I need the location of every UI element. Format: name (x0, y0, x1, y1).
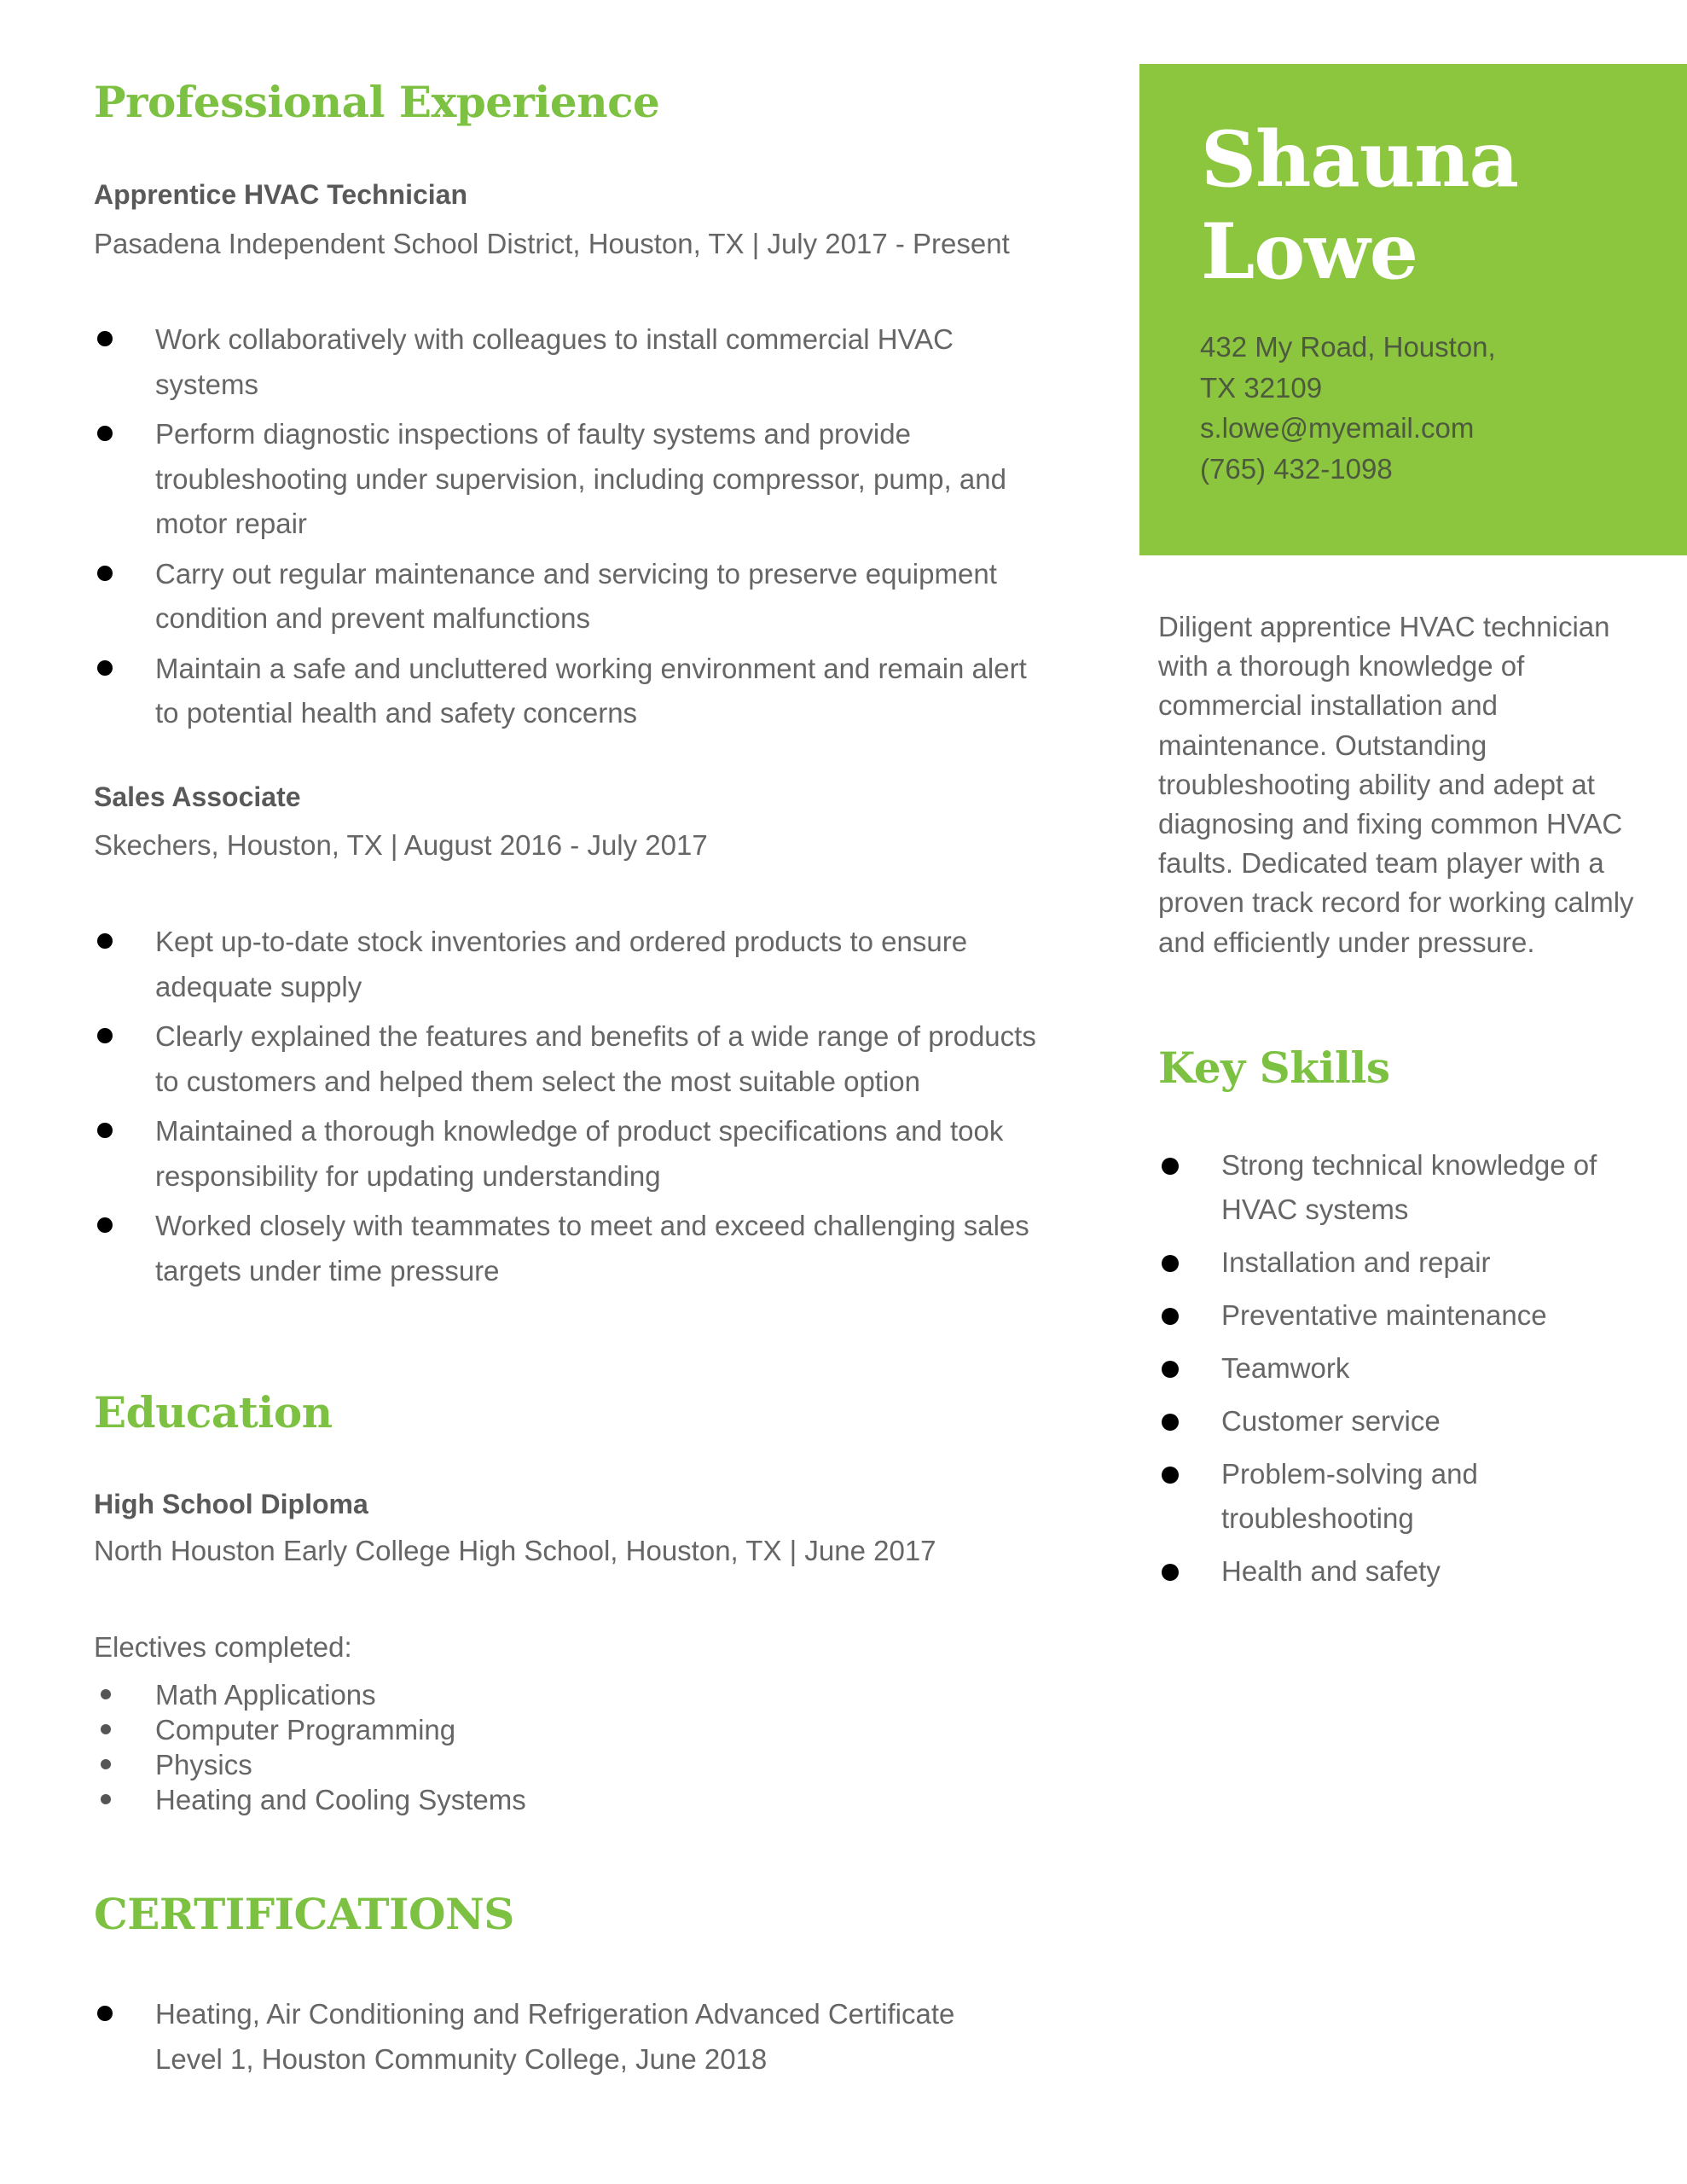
list-item (1158, 1399, 1602, 1443)
bullet-icon (1162, 1308, 1179, 1325)
bullet-icon (97, 1028, 113, 1043)
elective-text: Math Applications (155, 1679, 376, 1711)
list-item (94, 1747, 526, 1782)
list-item (1158, 1293, 1602, 1338)
bullet-icon (97, 2006, 113, 2021)
bullet-icon (101, 1794, 111, 1804)
header-panel (1139, 64, 1687, 555)
degree-title: High School Diploma (94, 1489, 368, 1519)
certification-text: Heating, Air Conditioning and Refrigeration Advanced Certificate Level 1, Houston Community College, June 2018 (155, 1998, 955, 2075)
bullet-text: Perform diagnostic inspections of faulty systems and provide troubleshooting under supervision, including compressor, pump, and motor repair (155, 418, 1006, 539)
section-heading-skills: Key Skills (1158, 1043, 1390, 1093)
phone[interactable]: (765) 432-1098 (1200, 452, 1393, 485)
list-item (94, 1677, 526, 1712)
list-item (94, 1992, 1015, 2082)
list-item (94, 920, 1049, 1009)
name-last: Lowe (1201, 206, 1418, 297)
bullet-icon (101, 1724, 111, 1734)
section-heading-certifications: CERTIFICATIONS (94, 1889, 514, 1939)
bullet-icon (101, 1759, 111, 1769)
list-item (94, 1782, 526, 1817)
bullet-text: Maintain a safe and uncluttered working environment and remain alert to potential health and safety concerns (155, 652, 1027, 729)
bullet-text: Work collaboratively with colleagues to install commercial HVAC systems (155, 323, 954, 400)
profile-summary: Diligent apprentice HVAC technician with a thorough knowledge of commercial installation and maintenance. Outstanding troubleshooting ability and adept at diagnosing and fixing common HVAC faults. Dedicated team player with a proven track record for working calmly and efficiently under pressure. (1158, 611, 1634, 958)
bullet-icon (97, 1217, 113, 1233)
bullet-icon (97, 933, 113, 949)
list-item (94, 1014, 1049, 1104)
skill-text: Health and safety (1221, 1555, 1441, 1587)
bullet-icon (97, 426, 113, 441)
bullet-icon (1162, 1158, 1179, 1175)
elective-text: Heating and Cooling Systems (155, 1784, 526, 1815)
skill-text: Preventative maintenance (1221, 1299, 1547, 1331)
section-heading-experience: Professional Experience (94, 77, 660, 127)
bullet-icon (97, 566, 113, 581)
list-item (94, 1109, 1049, 1199)
candidate-name (1201, 113, 1518, 298)
skill-text: Installation and repair (1221, 1246, 1491, 1278)
bullet-icon (1162, 1361, 1179, 1378)
bullet-icon (1162, 1255, 1179, 1272)
bullet-icon (97, 660, 113, 676)
list-item (1158, 1549, 1602, 1594)
school-meta: North Houston Early College High School, Houston, TX | June 2017 (94, 1535, 936, 1566)
address-line: TX 32109 (1200, 371, 1323, 404)
elective-text: Physics (155, 1749, 252, 1780)
certifications-list (94, 1992, 1015, 2082)
bullet-text: Carry out regular maintenance and servicing to preserve equipment condition and prevent malfunctions (155, 557, 997, 634)
job-bullets (94, 920, 1049, 1293)
bullet-text: Clearly explained the features and benefits of a wide range of products to customers and helped them select the most suitable option (155, 1020, 1036, 1097)
list-item (94, 1712, 526, 1747)
job-meta: Pasadena Independent School District, Houston, TX | July 2017 - Present (94, 228, 1010, 259)
list-item (1158, 1452, 1602, 1541)
bullet-text: Worked closely with teammates to meet and exceed challenging sales targets under time pressure (155, 1210, 1029, 1287)
electives-list (94, 1677, 526, 1817)
electives-label: Electives completed: (94, 1631, 352, 1663)
bullet-icon (1162, 1564, 1179, 1581)
bullet-icon (1162, 1467, 1179, 1484)
job-bullets (94, 317, 1041, 736)
skill-text: Customer service (1221, 1405, 1441, 1437)
list-item (94, 647, 1041, 736)
bullet-text: Kept up-to-date stock inventories and ordered products to ensure adequate supply (155, 926, 968, 1002)
section-heading-education: Education (94, 1387, 333, 1438)
skill-text: Strong technical knowledge of HVAC systems (1221, 1149, 1597, 1225)
job-title: Sales Associate (94, 781, 301, 812)
bullet-icon (97, 1123, 113, 1138)
name-first: Shauna (1201, 114, 1518, 205)
list-item (1158, 1240, 1602, 1285)
list-item (94, 317, 1041, 407)
elective-text: Computer Programming (155, 1714, 456, 1745)
bullet-text: Maintained a thorough knowledge of product specifications and took responsibility for updating understanding (155, 1115, 1004, 1192)
skill-text: Teamwork (1221, 1352, 1350, 1384)
job-title: Apprentice HVAC Technician (94, 179, 467, 210)
address-line: 432 My Road, Houston, (1200, 331, 1496, 363)
list-item (94, 1204, 1049, 1293)
email[interactable]: s.lowe@myemail.com (1200, 412, 1475, 444)
list-item (94, 552, 1041, 642)
job-meta: Skechers, Houston, TX | August 2016 - July 2017 (94, 829, 708, 861)
bullet-icon (101, 1689, 111, 1699)
skills-list (1158, 1143, 1602, 1602)
bullet-icon (1162, 1414, 1179, 1431)
contact-block (1200, 327, 1496, 489)
bullet-icon (97, 331, 113, 346)
list-item (94, 412, 1041, 547)
skill-text: Problem-solving and troubleshooting (1221, 1458, 1478, 1534)
list-item (1158, 1346, 1602, 1391)
list-item (1158, 1143, 1602, 1232)
